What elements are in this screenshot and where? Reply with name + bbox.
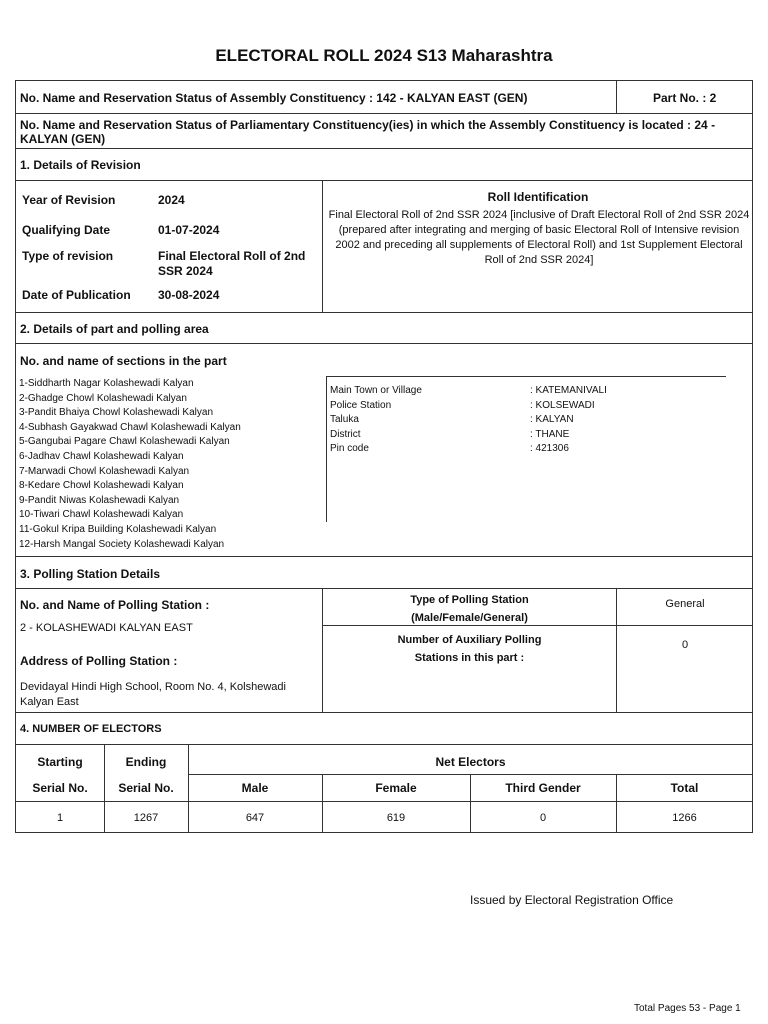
divider (616, 80, 617, 113)
divider (15, 343, 753, 344)
publication-date-label: Date of Publication (22, 288, 131, 302)
divider (322, 180, 323, 312)
divider (326, 376, 327, 522)
section-item: 4-Subhash Gayakwad Chawl Kolashewadi Kalyan (19, 421, 241, 433)
section-item: 5-Gangubai Pagare Chawl Kolashewadi Kalyan (19, 436, 230, 448)
area-detail-value: : KATEMANIVALI (530, 385, 607, 396)
polling-address-label: Address of Polling Station : (20, 654, 178, 668)
polling-station-value: 2 - KOLASHEWADI KALYAN EAST (20, 622, 193, 634)
col-female: Female (375, 781, 417, 795)
section-heading-part-area: 2. Details of part and polling area (20, 322, 209, 336)
year-label: Year of Revision (22, 193, 116, 207)
col-starting: Starting (37, 755, 83, 769)
section-item: 6-Jadhav Chawl Kolashewadi Kalyan (19, 450, 184, 462)
section-item: 2-Ghadge Chowl Kolashewadi Kalyan (19, 392, 187, 404)
female-count: 619 (386, 812, 406, 824)
section-item: 1-Siddharth Nagar Kolashewadi Kalyan (19, 378, 194, 389)
third-gender-count: 0 (539, 812, 547, 824)
roll-identification-text: Final Electoral Roll of 2nd SSR 2024 [inclusive of Draft Electoral Roll of 2nd SSR 2024 (prepared after integrating and merging of basic Electoral Roll of Intensive revision 2002 and preceding all supplements of Electoral Roll) and 1st Supplement Electoral Roll of 2nd SSR 2024] (328, 209, 750, 266)
divider (15, 312, 753, 313)
total-count: 1266 (672, 812, 697, 824)
auxiliary-value: 0 (681, 639, 689, 651)
divider (15, 744, 753, 745)
col-starting-serial: Serial No. (32, 781, 88, 795)
page-title: ELECTORAL ROLL 2024 S13 Maharashtra (215, 46, 553, 65)
assembly-constituency: No. Name and Reservation Status of Assembly Constituency : 142 - KALYAN EAST (GEN) (20, 91, 528, 105)
area-detail-value: : THANE (530, 428, 570, 440)
sections-heading: No. and name of sections in the part (20, 354, 227, 368)
area-detail-value: : KALYAN (530, 414, 574, 426)
parliamentary-constituency: No. Name and Reservation Status of Parliamentary Constituency(ies) in which the Assembly Constituency is located : 24 - KALYAN (GEN) (20, 118, 716, 146)
auxiliary-label: Number of Auxiliary Polling (397, 634, 542, 646)
area-detail-value: : 421306 (530, 443, 569, 455)
auxiliary-sublabel: Stations in this part : (414, 652, 525, 664)
section-heading-revision: 1. Details of Revision (20, 158, 141, 172)
male-count: 647 (245, 812, 265, 824)
area-detail-label: Taluka (330, 414, 359, 426)
divider (15, 588, 753, 589)
divider (15, 148, 753, 149)
qualifying-date-label: Qualifying Date (22, 223, 111, 237)
divider (326, 376, 726, 377)
divider (322, 588, 323, 712)
starting-serial-value: 1 (56, 812, 64, 824)
part-number: Part No. : 2 (653, 91, 717, 105)
area-detail-label: District (330, 428, 361, 440)
divider (15, 180, 753, 181)
area-detail-label: Police Station (330, 399, 392, 411)
col-ending-serial: Serial No. (118, 781, 174, 795)
divider (15, 801, 753, 802)
divider (322, 625, 753, 626)
section-item: 10-Tiwari Chawl Kolashewadi Kalyan (19, 509, 184, 521)
col-male: Male (241, 781, 269, 795)
col-ending: Ending (125, 755, 167, 769)
revision-type-value: Final Electoral Roll of 2nd SSR 2024 (158, 249, 306, 278)
area-detail-value: : KOLSEWADI (530, 399, 595, 411)
ending-serial-value: 1267 (133, 812, 159, 824)
station-type-label: Type of Polling Station (410, 594, 529, 606)
revision-type-label: Type of revision (22, 249, 114, 263)
roll-identification-heading: Roll Identification (487, 190, 589, 204)
section-item: 3-Pandit Bhaiya Chowl Kolashewadi Kalyan (19, 407, 214, 419)
issued-by: Issued by Electoral Registration Office (470, 893, 674, 907)
area-detail-label: Pin code (330, 443, 369, 455)
page-count: Total Pages 53 - Page 1 (634, 1003, 741, 1014)
divider (15, 712, 753, 713)
divider (15, 113, 753, 114)
divider (15, 556, 753, 557)
area-detail-label: Main Town or Village (330, 385, 422, 396)
sections-list (19, 377, 241, 552)
section-item: 7-Marwadi Chowl Kolashewadi Kalyan (19, 465, 190, 477)
section-item: 9-Pandit Niwas Kolashewadi Kalyan (19, 494, 180, 506)
section-heading-electors: 4. NUMBER OF ELECTORS (20, 723, 162, 735)
section-item: 8-Kedare Chowl Kolashewadi Kalyan (19, 480, 184, 492)
qualifying-date-value: 01-07-2024 (158, 223, 220, 237)
section-item: 11-Gokul Kripa Building Kolashewadi Kalyan (19, 523, 217, 535)
polling-station-label: No. and Name of Polling Station : (20, 598, 210, 612)
polling-address-value: Devidayal Hindi High School, Room No. 4, Kolshewadi Kalyan East (20, 681, 286, 708)
col-net-electors: Net Electors (435, 755, 506, 769)
station-type-sublabel: (Male/Female/General) (411, 612, 528, 624)
year-value: 2024 (158, 193, 185, 207)
publication-date-value: 30-08-2024 (158, 288, 220, 302)
col-third-gender: Third Gender (505, 781, 581, 795)
station-type-value: General (665, 598, 705, 610)
col-total: Total (670, 781, 699, 795)
section-heading-polling: 3. Polling Station Details (20, 567, 161, 581)
section-item: 12-Harsh Mangal Society Kolashewadi Kalyan (19, 538, 225, 550)
